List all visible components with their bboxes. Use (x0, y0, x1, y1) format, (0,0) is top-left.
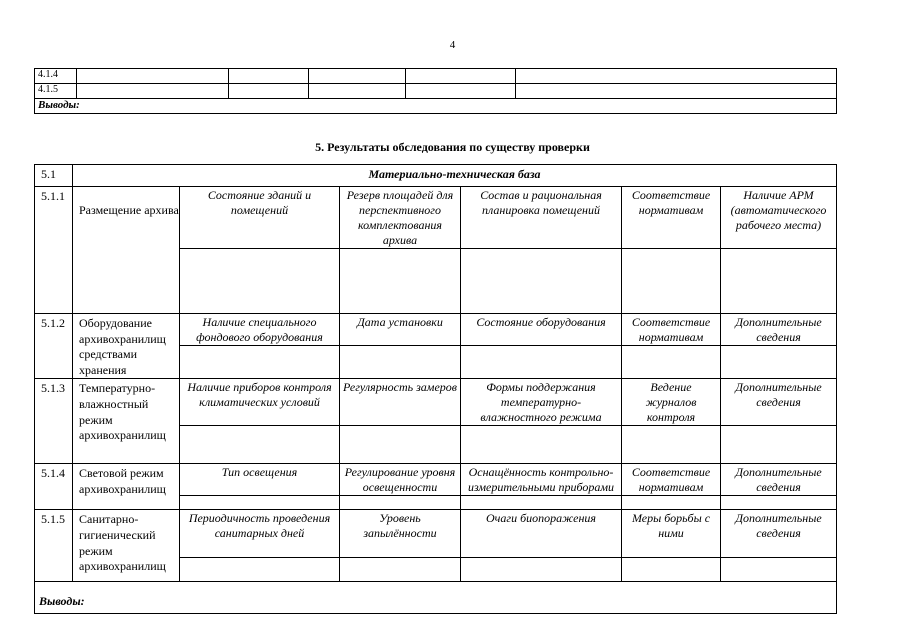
table-cell (180, 346, 340, 379)
table-cell (461, 426, 622, 464)
param-header: Меры борьбы с ними (622, 510, 721, 558)
table-cell (77, 69, 229, 84)
table-cell (622, 346, 721, 379)
table-cell (340, 426, 461, 464)
param-header: Оснащённость контрольно-измерительными приборами (461, 464, 622, 496)
conclusions-label: Выводы: (35, 582, 837, 614)
param-header: Резерв площадей для перспективного комплектования архива (340, 187, 461, 249)
section-heading: Материально-техническая база (73, 165, 837, 187)
conclusions-row (35, 99, 837, 114)
param-header: Дополнительные сведения (721, 510, 837, 558)
header-row (35, 165, 837, 187)
row-number: 5.1.4 (35, 464, 73, 510)
table-cell (406, 69, 516, 84)
table-cell (721, 558, 837, 582)
param-header: Дополнительные сведения (721, 314, 837, 346)
param-header: Состояние зданий и помещений (180, 187, 340, 249)
row-number: 5.1.3 (35, 379, 73, 464)
table-cell (309, 69, 406, 84)
table-row (35, 510, 837, 558)
param-header: Уровень запылённости (340, 510, 461, 558)
main-table (34, 164, 837, 614)
row-number: 4.1.5 (35, 84, 77, 99)
table-row (35, 379, 837, 426)
row-label: Температурно-влажностный режим архивохранилищ (73, 379, 180, 464)
param-header: Соответствие нормативам (622, 187, 721, 249)
row-label: Размещение архива (73, 187, 180, 314)
param-header: Соответствие нормативам (622, 464, 721, 496)
param-header: Тип освещения (180, 464, 340, 496)
table-cell (180, 426, 340, 464)
param-header: Наличие приборов контроля климатических условий (180, 379, 340, 426)
row-number: 5.1.5 (35, 510, 73, 582)
table-cell (309, 84, 406, 99)
param-header: Дата установки (340, 314, 461, 346)
param-header: Дополнительные сведения (721, 379, 837, 426)
param-header: Регулирование уровня освещенности (340, 464, 461, 496)
conclusions-label: Выводы: (35, 99, 837, 114)
row-number: 4.1.4 (35, 69, 77, 84)
table-cell (229, 69, 309, 84)
conclusions-row (35, 582, 837, 614)
section-number: 5.1 (35, 165, 73, 187)
table-cell (622, 558, 721, 582)
row-number: 5.1.1 (35, 187, 73, 314)
table-row (35, 69, 837, 84)
param-header: Ведение журналов контроля (622, 379, 721, 426)
table-cell (340, 558, 461, 582)
row-label: Санитарно-гигиенический режим архивохранилищ (73, 510, 180, 582)
param-header: Состав и рациональная планировка помещений (461, 187, 622, 249)
row-label: Оборудование архивохранилищ средствами хранения (73, 314, 180, 379)
table-cell (77, 84, 229, 99)
table-cell (721, 496, 837, 510)
param-header: Наличие специального фондового оборудования (180, 314, 340, 346)
table-cell (461, 496, 622, 510)
table-cell (622, 496, 721, 510)
row-number: 5.1.2 (35, 314, 73, 379)
table-row (35, 187, 837, 249)
param-header: Регулярность замеров (340, 379, 461, 426)
table-cell (340, 346, 461, 379)
table-cell (340, 249, 461, 314)
table-row (35, 464, 837, 496)
param-header: Периодичность проведения санитарных дней (180, 510, 340, 558)
row-label: Световой режим архивохранилищ (73, 464, 180, 510)
table-cell (340, 496, 461, 510)
table-cell (721, 249, 837, 314)
table-row (35, 84, 837, 99)
param-header: Формы поддержания температурно-влажностного режима (461, 379, 622, 426)
table-cell (461, 558, 622, 582)
param-header: Соответствие нормативам (622, 314, 721, 346)
table-cell (622, 426, 721, 464)
table-cell (721, 346, 837, 379)
table-row (35, 314, 837, 346)
table-cell (721, 426, 837, 464)
table-cell (180, 558, 340, 582)
table-cell (180, 249, 340, 314)
table-cell (229, 84, 309, 99)
top-table (34, 68, 837, 114)
table-cell (516, 69, 837, 84)
param-header: Состояние оборудования (461, 314, 622, 346)
table-cell (461, 346, 622, 379)
page-number: 4 (449, 39, 456, 51)
table-cell (622, 249, 721, 314)
table-cell (461, 249, 622, 314)
param-header: Дополнительные сведения (721, 464, 837, 496)
param-header: Очаги биопоражения (461, 510, 622, 558)
table-cell (180, 496, 340, 510)
table-cell (516, 84, 837, 99)
table-cell (406, 84, 516, 99)
section-title: 5. Результаты обследования по существу проверки (315, 140, 590, 154)
param-header: Наличие АРМ (автоматического рабочего места) (721, 187, 837, 249)
